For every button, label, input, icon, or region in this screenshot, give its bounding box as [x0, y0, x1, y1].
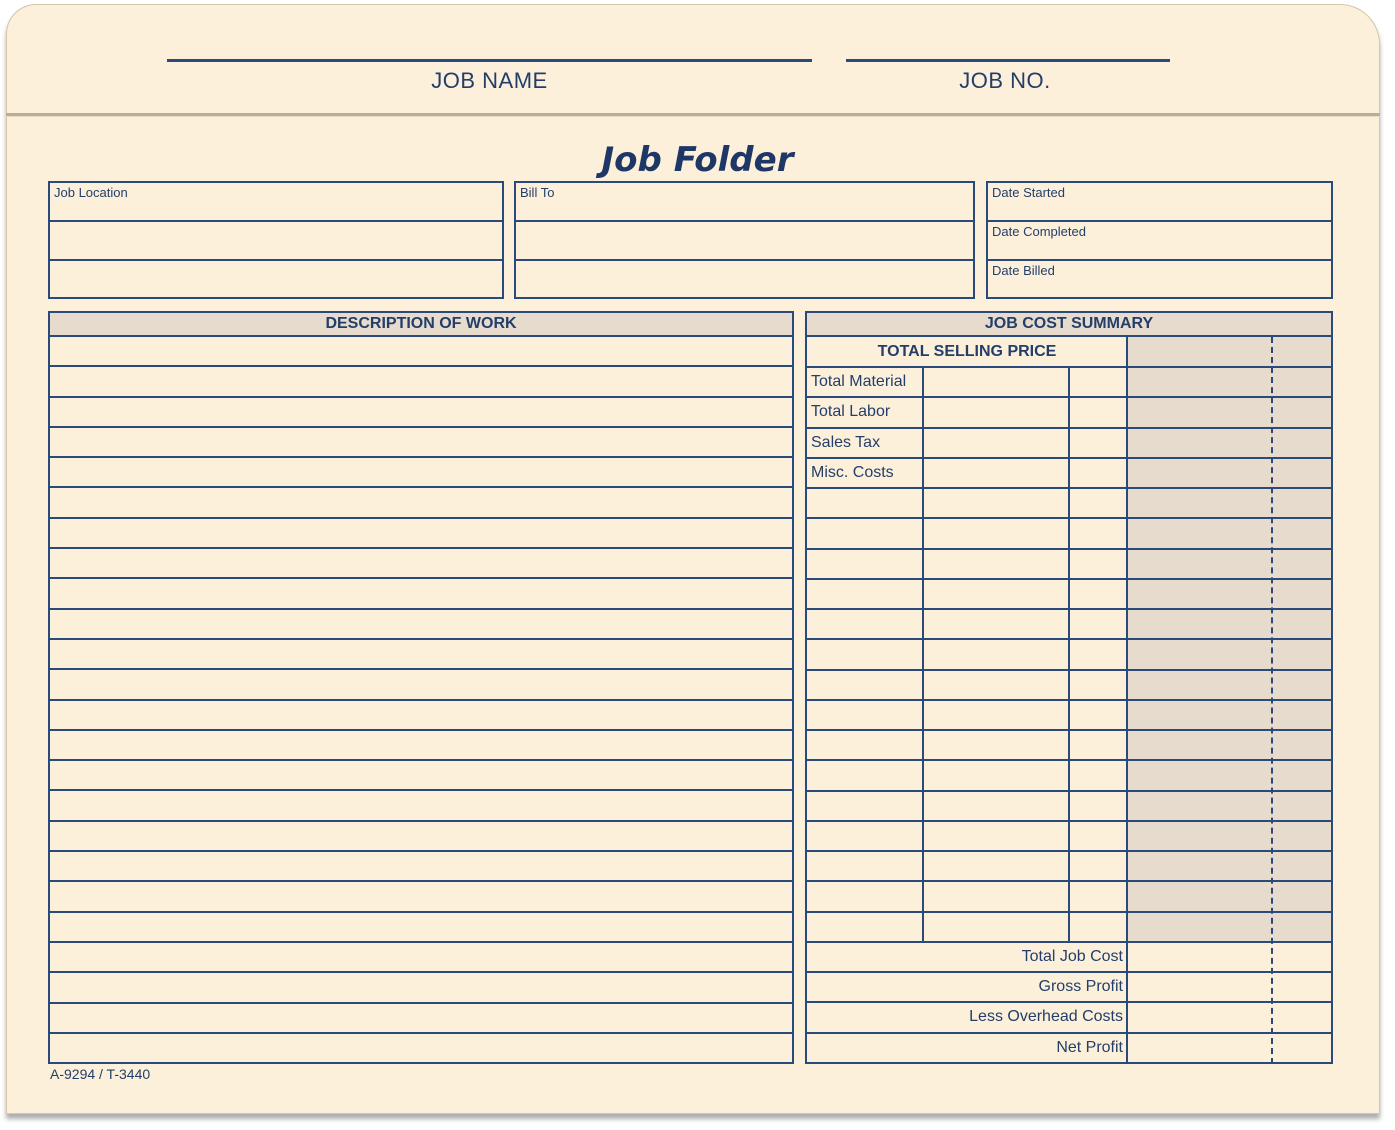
cost-summary-body [807, 337, 1331, 1064]
job-location-row[interactable] [50, 222, 502, 261]
date-started-label: Date Started [992, 185, 1065, 200]
description-heading: DESCRIPTION OF WORK [50, 313, 792, 337]
description-line[interactable] [50, 610, 792, 640]
description-line[interactable] [50, 549, 792, 579]
cost-item-field[interactable] [1127, 791, 1331, 821]
date-completed-row[interactable] [988, 222, 1331, 261]
cost-item-field[interactable] [1127, 760, 1331, 790]
description-line[interactable] [50, 943, 792, 973]
cost-item-field[interactable] [1127, 397, 1331, 427]
cost-item-field[interactable] [1127, 549, 1331, 579]
description-of-work-box [48, 311, 794, 1064]
cost-col-divider [922, 367, 924, 942]
job-cost-summary-box [805, 311, 1333, 1064]
description-line[interactable] [50, 822, 792, 852]
description-line[interactable] [50, 973, 792, 1003]
cost-item-label: Misc. Costs [811, 463, 894, 481]
description-line[interactable] [50, 852, 792, 882]
bill-to-row[interactable] [516, 261, 973, 297]
cost-item-field[interactable] [1127, 367, 1331, 397]
total-selling-price-field[interactable] [1127, 337, 1331, 367]
description-line[interactable] [50, 1004, 792, 1034]
job-no-line [846, 59, 1170, 62]
total-row-field[interactable] [1127, 942, 1331, 972]
total-row-field[interactable] [1127, 972, 1331, 1002]
description-line[interactable] [50, 428, 792, 458]
job-location-row[interactable] [50, 183, 502, 222]
total-row-field[interactable] [1127, 1033, 1331, 1063]
total-row-label: Gross Profit [1038, 978, 1123, 995]
description-line[interactable] [50, 791, 792, 821]
page-title: Job Folder [601, 140, 794, 180]
dates-box [986, 181, 1333, 299]
date-billed-row[interactable] [988, 261, 1331, 297]
cost-item-field[interactable] [1127, 428, 1331, 458]
description-line[interactable] [50, 1034, 792, 1064]
total-row-label: Net Profit [1056, 1038, 1123, 1056]
job-name-label: JOB NAME [431, 68, 548, 93]
job-name-line [167, 59, 812, 62]
cost-item-field[interactable] [1127, 670, 1331, 700]
cost-item-field[interactable] [1127, 609, 1331, 639]
cost-item-field[interactable] [1127, 458, 1331, 488]
cost-item-field[interactable] [1127, 518, 1331, 548]
date-started-row[interactable] [988, 183, 1331, 222]
cost-item-field[interactable] [1127, 851, 1331, 881]
description-line[interactable] [50, 731, 792, 761]
job-location-box [48, 181, 504, 299]
cost-col-divider [1068, 367, 1070, 942]
cost-item-field[interactable] [1127, 639, 1331, 669]
job-no-label: JOB NO. [959, 68, 1051, 93]
bill-to-label: Bill To [520, 185, 555, 200]
cost-item-field[interactable] [1127, 579, 1331, 609]
description-line[interactable] [50, 367, 792, 397]
date-completed-label: Date Completed [992, 224, 1086, 239]
total-row-field[interactable] [1127, 1002, 1331, 1032]
cost-item-label: Total Material [811, 373, 907, 390]
description-line[interactable] [50, 458, 792, 488]
description-line[interactable] [50, 640, 792, 670]
description-line[interactable] [50, 579, 792, 609]
cost-item-field[interactable] [1127, 700, 1331, 730]
job-location-row[interactable] [50, 261, 502, 297]
description-line[interactable] [50, 337, 792, 367]
bill-to-row[interactable] [516, 222, 973, 261]
cost-summary-heading: JOB COST SUMMARY [807, 313, 1331, 337]
description-line[interactable] [50, 670, 792, 700]
total-row-label: Total Job Cost [1021, 947, 1123, 965]
description-line[interactable] [50, 761, 792, 791]
cost-item-field[interactable] [1127, 730, 1331, 760]
job-location-label: Job Location [54, 185, 128, 200]
description-line[interactable] [50, 701, 792, 731]
form-code: A-9294 / T-3440 [50, 1066, 151, 1082]
cost-item-field[interactable] [1127, 881, 1331, 911]
date-billed-label: Date Billed [992, 263, 1055, 278]
description-line[interactable] [50, 913, 792, 943]
total-row-label: Less Overhead Costs [969, 1008, 1123, 1026]
description-line[interactable] [50, 488, 792, 518]
total-selling-price-label: TOTAL SELLING PRICE [877, 343, 1057, 360]
cost-item-field[interactable] [1127, 488, 1331, 518]
cost-item-label: Total Labor [811, 403, 891, 421]
description-line[interactable] [50, 398, 792, 428]
description-line[interactable] [50, 519, 792, 549]
cost-item-field[interactable] [1127, 821, 1331, 851]
tab-fold-line [6, 113, 1380, 117]
cost-item-label: Sales Tax [811, 433, 881, 451]
bill-to-row[interactable] [516, 183, 973, 222]
cost-item-field[interactable] [1127, 912, 1331, 942]
description-lines [50, 337, 792, 1064]
description-line[interactable] [50, 882, 792, 912]
bill-to-box [514, 181, 975, 299]
